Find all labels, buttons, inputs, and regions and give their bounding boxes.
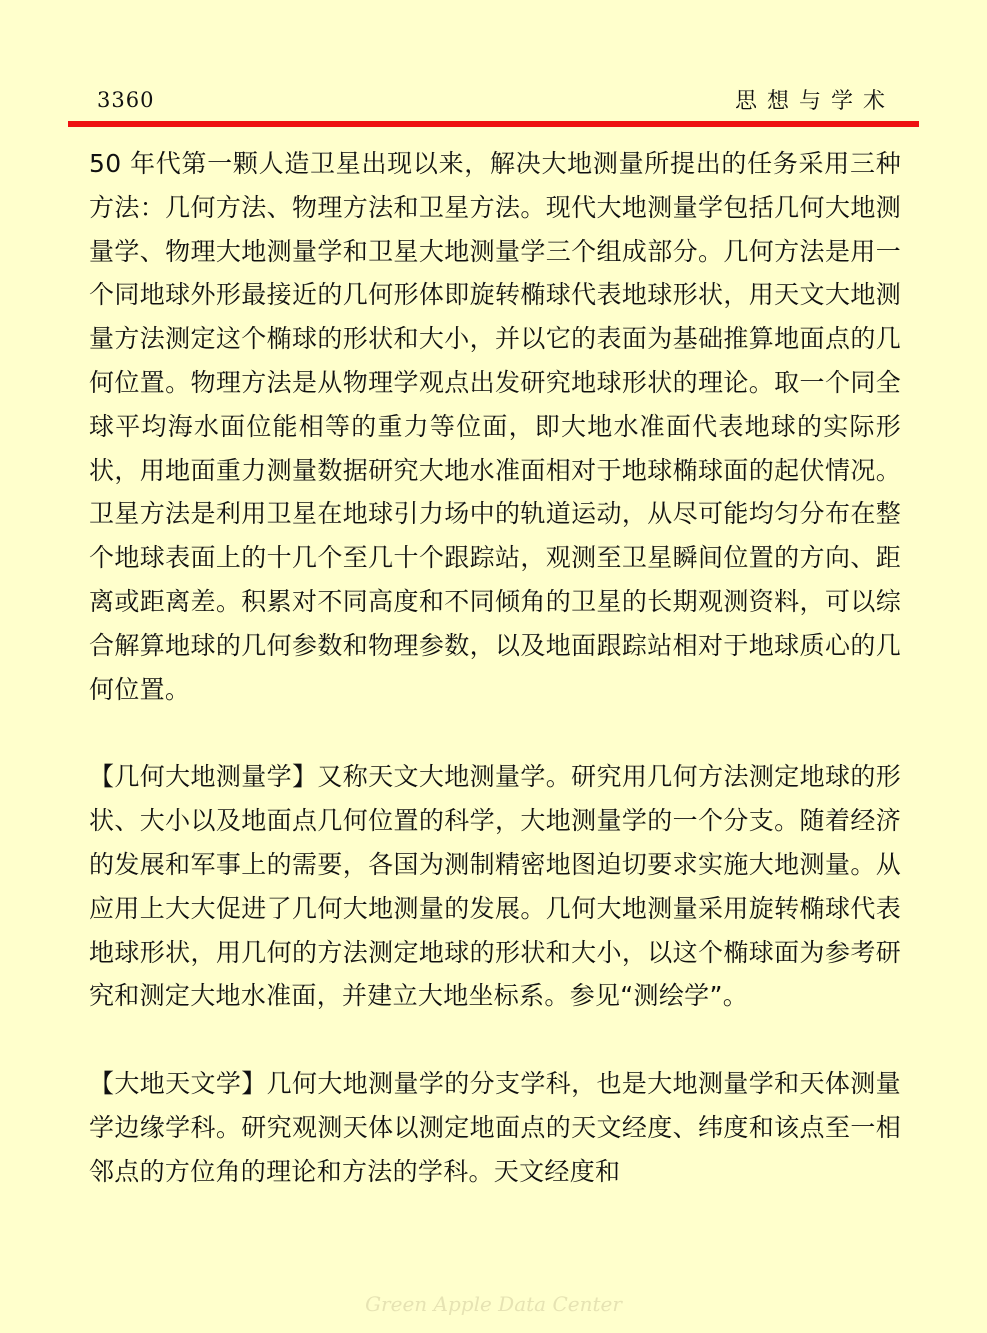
article-body [89, 142, 901, 1194]
running-title: 思想与学术 [734, 89, 895, 114]
paragraph-text: 几何大地测量学的分支学科，也是大地测量学和天体测量学边缘学科。研究观测天体以测定地面点的天文经度、纬度和该点至一相邻点的方位角的理论和方法的学科。天文经度和 [89, 1069, 901, 1186]
paragraph-text: 又称天文大地测量学。研究用几何方法测定地球的形状、大小以及地面点几何位置的科学，大地测量学的一个分支。随着经济的发展和军事上的需要，各国为测制精密地图迫切要求实施大地测量。从应用上大大促进了几何大地测量的发展。几何大地测量采用旋转椭球代表地球形状，用几何的方法测定地球的形状和大小，以这个椭球面为参考研究和测定大地水准面，并建立大地坐标系。参见“测绘学”。 [89, 762, 902, 1011]
paragraph-geometric-geodesy [89, 755, 901, 1018]
entry-term: 【大地天文学】 [89, 1069, 267, 1099]
watermark: Green Apple Data Center [365, 1292, 622, 1316]
header-rule [68, 121, 919, 127]
paragraph-geodetic-astronomy [89, 1062, 901, 1193]
entry-term: 【几何大地测量学】 [89, 762, 318, 792]
page-header [0, 0, 987, 130]
page-number: 3360 [97, 88, 155, 112]
paragraph-text: 50 年代第一颗人造卫星出现以来，解决大地测量所提出的任务采用三种方法：几何方法、物理方法和卫星方法。现代大地测量学包括几何大地测量学、物理大地测量学和卫星大地测量学三个组成部分。几何方法是用一个同地球外形最接近的几何形体即旋转椭球代表地球形状，用天文大地测量方法测定这个椭球的形状和大小，并以它的表面为基础推算地面点的几何位置。物理方法是从物理学观点出发研究地球形状的理论。取一个同全球平均海水面位能相等的重力等位面，即大地水准面代表地球的实际形状，用地面重力测量数据研究大地水准面相对于地球椭球面的起伏情况。卫星方法是利用卫星在地球引力场中的轨道运动，从尽可能均匀分布在整个地球表面上的十几个至几十个跟踪站，观测至卫星瞬间位置的方向、距离或距离差。积累对不同高度和不同倾角的卫星的长期观测资料，可以综合解算地球的几何参数和物理参数，以及地面跟踪站相对于地球质心的几何位置。 [89, 149, 901, 704]
paragraph-intro [89, 142, 901, 711]
